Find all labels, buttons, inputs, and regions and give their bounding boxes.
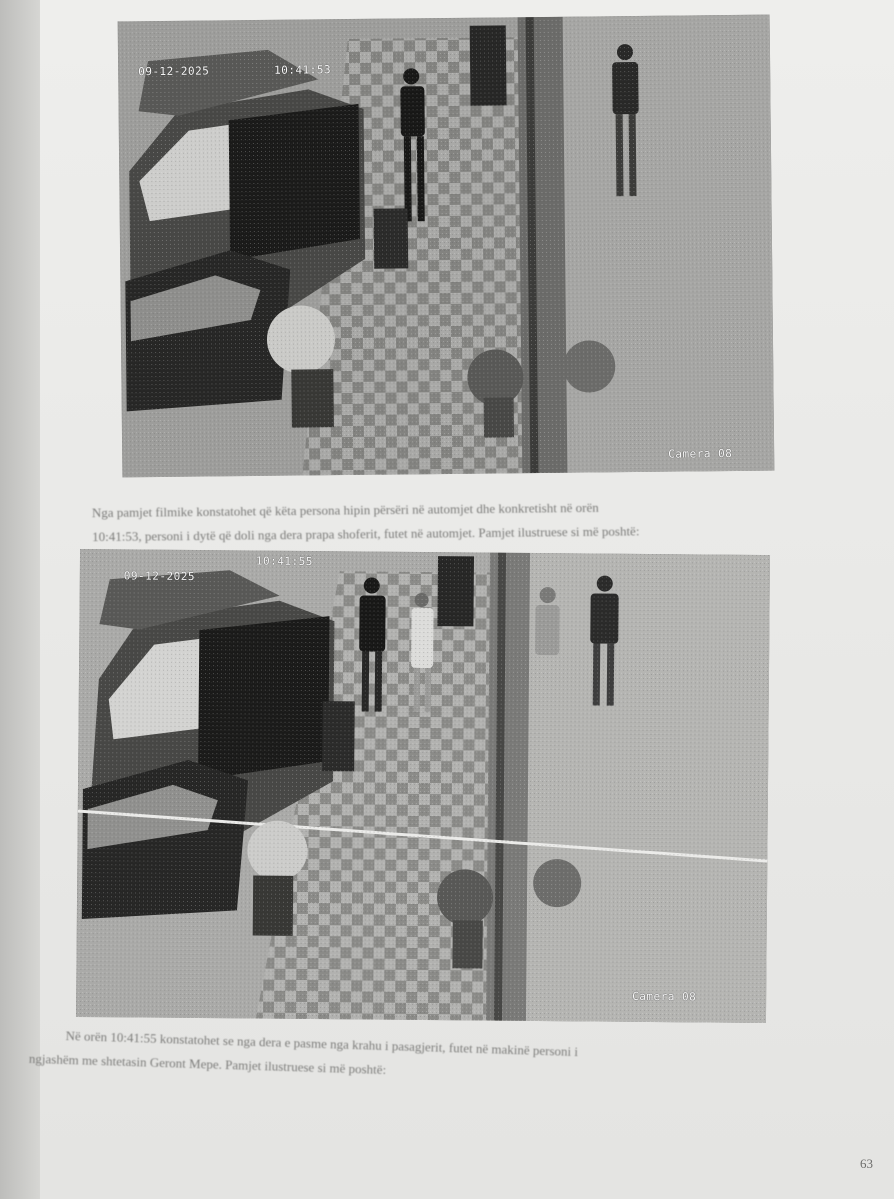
cctv-timestamp-time: 10:41:55 bbox=[255, 554, 313, 569]
page-number: 63 bbox=[860, 1156, 873, 1171]
cctv-image-2 bbox=[76, 549, 770, 1023]
caption-line: ngjashëm me shtetasin Geront Mepe. Pamjet ilustruese si më poshtë: bbox=[28, 1050, 387, 1078]
binding-shadow bbox=[0, 0, 40, 1199]
caption-line: 10:41:53, personi i dytë që doli nga dera prapa shoferit, futet në automjet. Pamjet ilustruese si më poshtë: bbox=[92, 523, 640, 545]
cctv-timestamp-date: 09-12-2025 bbox=[138, 64, 210, 79]
caption-line: Në orën 10:41:55 konstatohet se nga dera e pasme nga krahu i pasagjerit, futet në makinë personi i bbox=[65, 1027, 579, 1060]
cctv-camera-label: Camera 08 bbox=[632, 989, 697, 1004]
caption-paragraph-1 bbox=[92, 493, 882, 549]
caption-line: Nga pamjet filmike konstatohet që këta persona hipin përsëri në automjet dhe konkretisht në orën bbox=[91, 499, 599, 521]
cctv-timestamp-time: 10:41:53 bbox=[274, 63, 332, 77]
cctv-image-1 bbox=[118, 15, 775, 478]
cctv-timestamp-date: 09-12-2025 bbox=[123, 569, 196, 584]
cctv-camera-label: Camera 08 bbox=[668, 447, 733, 461]
cctv-frame-1 bbox=[118, 15, 775, 478]
cctv-frame-2 bbox=[76, 549, 770, 1023]
